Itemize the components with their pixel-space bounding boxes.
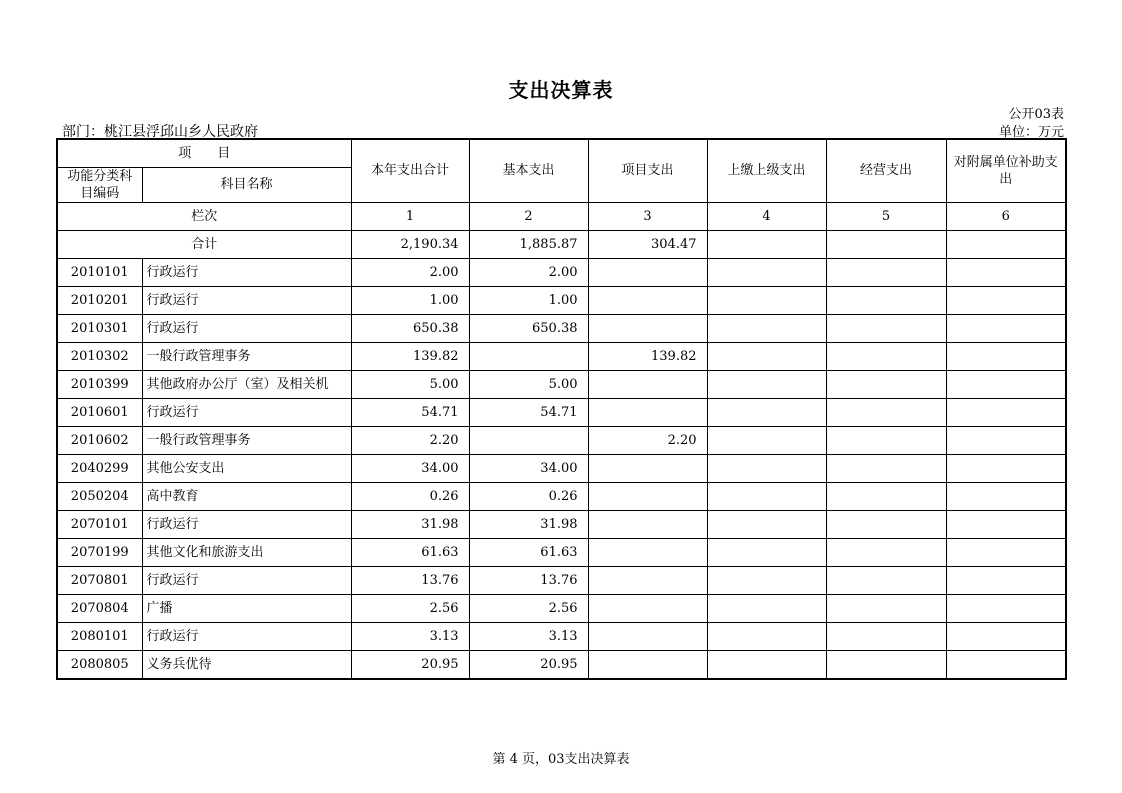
project-cell — [588, 455, 707, 483]
total-cell: 34.00 — [351, 455, 469, 483]
table-row — [57, 455, 1066, 483]
subsidy-cell — [946, 511, 1066, 539]
business-cell — [826, 595, 946, 623]
project-cell — [588, 511, 707, 539]
basic-cell: 31.98 — [469, 511, 588, 539]
business-cell — [826, 539, 946, 567]
page-title: 支出决算表 — [508, 78, 614, 102]
expenditure-table — [56, 138, 1067, 680]
page-footer: 第 4 页，03支出决算表 — [492, 752, 630, 767]
subject-name-cell: 其他公安支出 — [142, 455, 351, 483]
business-cell — [826, 315, 946, 343]
total-basic: 1,885.87 — [469, 231, 588, 259]
total-cell: 20.95 — [351, 651, 469, 680]
upper-cell — [707, 539, 826, 567]
basic-cell: 54.71 — [469, 399, 588, 427]
total-cell: 3.13 — [351, 623, 469, 651]
func-code-cell: 2080101 — [57, 623, 142, 651]
header-subject-name: 科目名称 — [142, 168, 351, 203]
project-cell — [588, 595, 707, 623]
business-cell — [826, 371, 946, 399]
basic-cell: 3.13 — [469, 623, 588, 651]
project-cell — [588, 539, 707, 567]
total-cell: 0.26 — [351, 483, 469, 511]
basic-cell — [469, 427, 588, 455]
upper-cell — [707, 259, 826, 287]
subsidy-cell — [946, 287, 1066, 315]
table-row — [57, 567, 1066, 595]
table-row — [57, 259, 1066, 287]
func-code-cell: 2050204 — [57, 483, 142, 511]
subject-name-cell: 其他文化和旅游支出 — [142, 539, 351, 567]
subject-name-cell: 广播 — [142, 595, 351, 623]
column-number: 5 — [826, 203, 946, 231]
subject-name-cell: 行政运行 — [142, 399, 351, 427]
header-subsidy: 对附属单位补助支出 — [946, 139, 1066, 203]
total-cell: 2.00 — [351, 259, 469, 287]
project-cell — [588, 315, 707, 343]
subsidy-cell — [946, 539, 1066, 567]
subject-name-cell: 行政运行 — [142, 315, 351, 343]
column-number: 6 — [946, 203, 1066, 231]
project-cell — [588, 651, 707, 680]
project-cell — [588, 483, 707, 511]
upper-cell — [707, 511, 826, 539]
subsidy-cell — [946, 623, 1066, 651]
upper-cell — [707, 651, 826, 680]
business-cell — [826, 483, 946, 511]
func-code-cell: 2070101 — [57, 511, 142, 539]
basic-cell — [469, 343, 588, 371]
total-business — [826, 231, 946, 259]
subject-name-cell: 行政运行 — [142, 511, 351, 539]
subsidy-cell — [946, 315, 1066, 343]
total-row — [57, 231, 1066, 259]
basic-cell: 13.76 — [469, 567, 588, 595]
subject-name-cell: 一般行政管理事务 — [142, 427, 351, 455]
subject-name-cell: 行政运行 — [142, 623, 351, 651]
subsidy-cell — [946, 455, 1066, 483]
business-cell — [826, 427, 946, 455]
table-row — [57, 287, 1066, 315]
func-code-cell: 2010101 — [57, 259, 142, 287]
project-cell — [588, 371, 707, 399]
subsidy-cell — [946, 567, 1066, 595]
subsidy-cell — [946, 427, 1066, 455]
subsidy-cell — [946, 259, 1066, 287]
business-cell — [826, 259, 946, 287]
project-cell — [588, 623, 707, 651]
subsidy-cell — [946, 343, 1066, 371]
business-cell — [826, 651, 946, 680]
business-cell — [826, 287, 946, 315]
func-code-cell: 2080805 — [57, 651, 142, 680]
subject-name-cell: 一般行政管理事务 — [142, 343, 351, 371]
func-code-cell: 2010201 — [57, 287, 142, 315]
project-cell: 2.20 — [588, 427, 707, 455]
table-row — [57, 343, 1066, 371]
total-cell: 61.63 — [351, 539, 469, 567]
table-row — [57, 371, 1066, 399]
form-code: 公开03表 — [1008, 107, 1064, 122]
table-row — [57, 651, 1066, 680]
business-cell — [826, 343, 946, 371]
upper-cell — [707, 343, 826, 371]
business-cell — [826, 511, 946, 539]
upper-cell — [707, 315, 826, 343]
table-row — [57, 483, 1066, 511]
table-row — [57, 511, 1066, 539]
table-row — [57, 539, 1066, 567]
project-cell — [588, 567, 707, 595]
table-row — [57, 623, 1066, 651]
header-func-code: 功能分类科目编码 — [57, 168, 142, 203]
project-cell — [588, 399, 707, 427]
subject-name-cell: 行政运行 — [142, 287, 351, 315]
business-cell — [826, 399, 946, 427]
basic-cell: 1.00 — [469, 287, 588, 315]
business-cell — [826, 567, 946, 595]
header-business: 经营支出 — [826, 139, 946, 203]
project-cell — [588, 259, 707, 287]
project-cell — [588, 287, 707, 315]
func-code-cell: 2010301 — [57, 315, 142, 343]
func-code-cell: 2010602 — [57, 427, 142, 455]
total-cell: 54.71 — [351, 399, 469, 427]
total-cell: 2.56 — [351, 595, 469, 623]
total-upper — [707, 231, 826, 259]
basic-cell: 0.26 — [469, 483, 588, 511]
subsidy-cell — [946, 651, 1066, 680]
total-sum: 2,190.34 — [351, 231, 469, 259]
header-basic: 基本支出 — [469, 139, 588, 203]
business-cell — [826, 623, 946, 651]
upper-cell — [707, 287, 826, 315]
func-code-cell: 2010302 — [57, 343, 142, 371]
subsidy-cell — [946, 371, 1066, 399]
header-total: 本年支出合计 — [351, 139, 469, 203]
upper-cell — [707, 371, 826, 399]
table-row — [57, 595, 1066, 623]
basic-cell: 61.63 — [469, 539, 588, 567]
func-code-cell: 2040299 — [57, 455, 142, 483]
basic-cell: 650.38 — [469, 315, 588, 343]
upper-cell — [707, 595, 826, 623]
total-cell: 31.98 — [351, 511, 469, 539]
subject-name-cell: 行政运行 — [142, 567, 351, 595]
unit-label: 单位：万元 — [998, 125, 1064, 140]
header-upper: 上缴上级支出 — [707, 139, 826, 203]
subsidy-cell — [946, 483, 1066, 511]
department-label: 部门：桃江县浮邱山乡人民政府 — [62, 124, 258, 140]
func-code-cell: 2070804 — [57, 595, 142, 623]
column-number-label: 栏次 — [57, 203, 351, 231]
total-project: 304.47 — [588, 231, 707, 259]
upper-cell — [707, 427, 826, 455]
table-row — [57, 315, 1066, 343]
upper-cell — [707, 455, 826, 483]
total-cell: 650.38 — [351, 315, 469, 343]
subject-name-cell: 高中教育 — [142, 483, 351, 511]
header-item: 项 目 — [57, 139, 351, 168]
basic-cell: 34.00 — [469, 455, 588, 483]
column-number: 1 — [351, 203, 469, 231]
upper-cell — [707, 483, 826, 511]
total-cell: 13.76 — [351, 567, 469, 595]
upper-cell — [707, 567, 826, 595]
upper-cell — [707, 623, 826, 651]
subsidy-cell — [946, 595, 1066, 623]
table-row — [57, 427, 1066, 455]
subject-name-cell: 行政运行 — [142, 259, 351, 287]
func-code-cell: 2010399 — [57, 371, 142, 399]
column-number: 4 — [707, 203, 826, 231]
func-code-cell: 2070801 — [57, 567, 142, 595]
table-row — [57, 399, 1066, 427]
func-code-cell: 2010601 — [57, 399, 142, 427]
total-cell: 1.00 — [351, 287, 469, 315]
project-cell: 139.82 — [588, 343, 707, 371]
func-code-cell: 2070199 — [57, 539, 142, 567]
total-cell: 139.82 — [351, 343, 469, 371]
column-number: 2 — [469, 203, 588, 231]
subject-name-cell: 义务兵优待 — [142, 651, 351, 680]
total-label: 合计 — [57, 231, 351, 259]
upper-cell — [707, 399, 826, 427]
basic-cell: 2.56 — [469, 595, 588, 623]
basic-cell: 20.95 — [469, 651, 588, 680]
subsidy-cell — [946, 399, 1066, 427]
basic-cell: 5.00 — [469, 371, 588, 399]
subject-name-cell: 其他政府办公厅（室）及相关机 — [142, 371, 351, 399]
total-subsidy — [946, 231, 1066, 259]
total-cell: 5.00 — [351, 371, 469, 399]
column-number: 3 — [588, 203, 707, 231]
basic-cell: 2.00 — [469, 259, 588, 287]
header-project: 项目支出 — [588, 139, 707, 203]
total-cell: 2.20 — [351, 427, 469, 455]
business-cell — [826, 455, 946, 483]
